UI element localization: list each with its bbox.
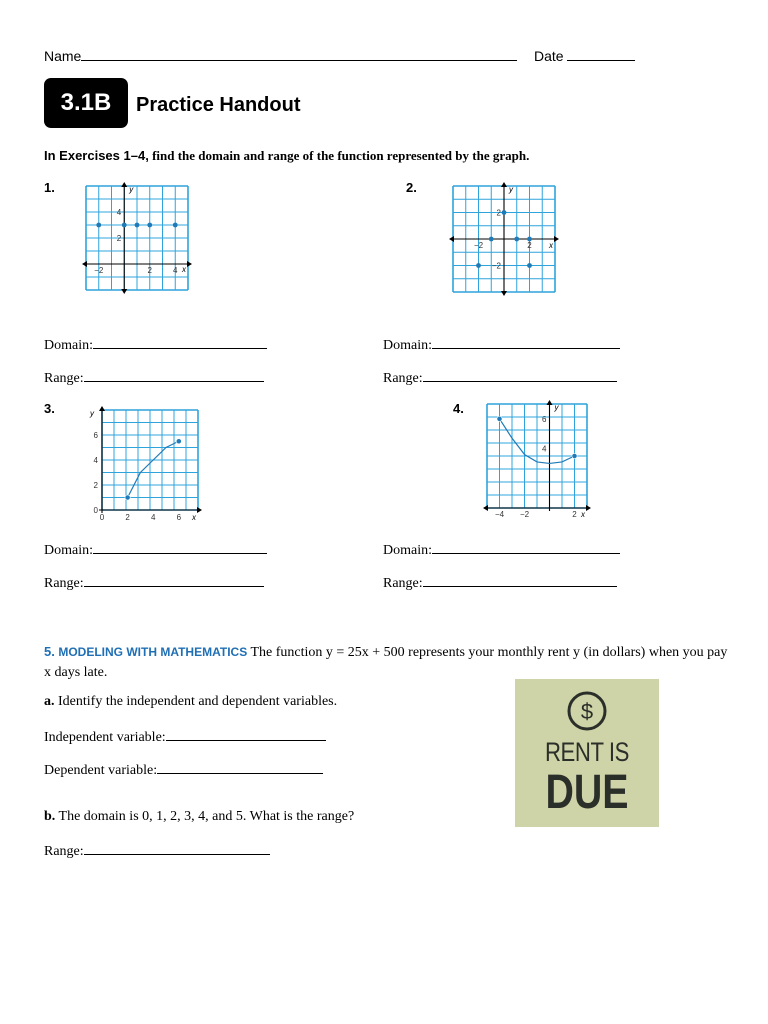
name-line [81, 46, 517, 61]
x-tick-label: −2 [94, 266, 104, 275]
graph-2 [450, 182, 558, 296]
y-tick-label: 6 [93, 431, 98, 440]
svg-text:$: $ [580, 699, 594, 724]
instructions-prefix: In Exercises 1–4, [44, 148, 149, 163]
problem-5-range-field[interactable] [44, 841, 270, 860]
exercise-4-range[interactable] [383, 573, 617, 592]
part-a-label: a. [44, 694, 55, 709]
part-a-text: Identify the independent and dependent variables. [54, 694, 338, 709]
y-axis-label: y [90, 409, 94, 418]
y-axis-arrow [501, 291, 507, 296]
problem-5-text: The function y = 25x + 500 represents your monthly rent y (in dollars) when you pay x days late. [44, 645, 728, 680]
x-tick-label: 6 [176, 513, 182, 522]
problem-5-number: 5. [44, 644, 55, 659]
y-tick-label: 2 [116, 234, 122, 243]
lesson-badge: 3.1B [44, 78, 128, 128]
part-a [44, 694, 337, 710]
data-point [135, 223, 140, 228]
range-label: Range: [383, 576, 423, 591]
answer-line [423, 368, 617, 382]
domain-label: Domain: [383, 543, 432, 558]
y-axis-arrow [121, 289, 127, 294]
y-axis-arrow [547, 400, 553, 405]
data-point [527, 263, 532, 268]
exercise-1-number: 1. [44, 180, 55, 195]
endpoint [572, 453, 577, 458]
range-label: Range: [44, 576, 84, 591]
due-text: DUE [545, 766, 629, 819]
y-axis-label: y [554, 403, 559, 412]
x-axis-arrow [187, 261, 192, 267]
date-field[interactable] [534, 46, 635, 64]
y-tick-label: 2 [93, 481, 98, 490]
data-point [489, 237, 494, 242]
x-tick-label: 2 [527, 241, 532, 250]
name-field[interactable] [44, 46, 517, 64]
domain-label: Domain: [383, 338, 432, 353]
date-label: Date [534, 48, 564, 64]
y-tick-label: 4 [116, 208, 122, 217]
y-axis-arrow [99, 406, 105, 411]
range-label: Range: [44, 371, 84, 386]
data-point [122, 223, 127, 228]
graph-1 [82, 182, 192, 294]
graph-4 [483, 400, 591, 519]
data-point [502, 210, 507, 215]
data-point [96, 223, 101, 228]
y-tick-label: 4 [542, 444, 547, 454]
name-label: Name [44, 48, 82, 64]
y-axis-label: y [129, 185, 134, 194]
part-b-label: b. [44, 809, 56, 824]
exercise-3-range[interactable] [44, 573, 264, 592]
independent-label: Independent variable: [44, 730, 166, 745]
part-b [44, 809, 354, 825]
x-tick-label: 2 [125, 513, 130, 522]
x-tick-label: 4 [173, 266, 178, 275]
y-tick-label: 6 [542, 414, 547, 424]
answer-line [93, 335, 267, 349]
endpoint [176, 439, 181, 444]
x-tick-label: 0 [99, 513, 105, 522]
exercise-3-domain[interactable] [44, 540, 267, 559]
rent-is-due-image [515, 679, 659, 827]
x-axis-arrow [82, 261, 87, 267]
answer-line [166, 727, 326, 741]
x-axis-label: x [192, 513, 196, 522]
exercise-2-domain[interactable] [383, 335, 620, 354]
answer-line [84, 368, 264, 382]
answer-line [84, 841, 270, 855]
dependent-label: Dependent variable: [44, 763, 158, 778]
range-label: Range: [44, 844, 84, 859]
graph-3-grid [102, 410, 198, 510]
dependent-variable-field[interactable] [44, 760, 323, 779]
x-tick-label: 2 [147, 266, 152, 275]
problem-5 [44, 642, 734, 683]
endpoint [125, 495, 130, 500]
answer-line [423, 573, 617, 587]
x-axis-label: x [182, 265, 186, 274]
graph-3 [86, 404, 204, 522]
data-point [147, 223, 152, 228]
exercise-3-number: 3. [44, 401, 55, 416]
instructions [44, 148, 529, 164]
x-axis-arrow [586, 505, 591, 511]
answer-line [432, 540, 620, 554]
answer-line [84, 573, 264, 587]
answer-line [432, 335, 620, 349]
data-point [514, 237, 519, 242]
independent-variable-field[interactable] [44, 727, 326, 746]
x-axis-label: x [549, 241, 553, 250]
rent-is-text: RENT IS [544, 737, 630, 767]
x-tick-label: −2 [473, 241, 484, 250]
data-point [476, 263, 481, 268]
x-tick-label: −4 [494, 510, 505, 519]
answer-line [93, 540, 267, 554]
page-title: Practice Handout [136, 94, 301, 116]
date-line [567, 46, 635, 61]
exercise-1-domain[interactable] [44, 335, 267, 354]
y-axis-label: y [509, 185, 513, 194]
exercise-2-range[interactable] [383, 368, 617, 387]
endpoint [497, 416, 502, 421]
x-axis-arrow [554, 236, 559, 242]
exercise-4-number: 4. [453, 401, 464, 416]
exercise-2-number: 2. [406, 180, 417, 195]
x-tick-label: 2 [572, 510, 577, 519]
answer-line [157, 760, 323, 774]
y-axis-arrow [121, 182, 127, 187]
modeling-tag: MODELING WITH MATHEMATICS [58, 645, 248, 659]
exercise-4-domain[interactable] [383, 540, 620, 559]
instructions-text: find the domain and range of the function represented by the graph. [148, 148, 530, 163]
part-b-text: The domain is 0, 1, 2, 3, 4, and 5. What is the range? [55, 809, 355, 824]
domain-label: Domain: [44, 338, 93, 353]
exercise-1-range[interactable] [44, 368, 264, 387]
x-axis-arrow [483, 505, 488, 511]
series-line [128, 441, 179, 497]
y-tick-label: 2 [496, 208, 501, 218]
data-point [527, 237, 532, 242]
x-axis-arrow [449, 236, 454, 242]
x-axis-arrow [197, 507, 202, 513]
x-tick-label: 4 [150, 513, 156, 522]
data-point [173, 223, 178, 228]
domain-label: Domain: [44, 543, 93, 558]
y-tick-label: 0 [93, 506, 98, 515]
y-axis-arrow [501, 182, 507, 187]
dollar-circle-icon [565, 689, 609, 733]
x-axis-label: x [581, 510, 585, 519]
range-label: Range: [383, 371, 423, 386]
x-tick-label: −2 [519, 510, 530, 519]
y-tick-label: 4 [93, 456, 98, 465]
y-tick-label: −2 [491, 261, 501, 271]
